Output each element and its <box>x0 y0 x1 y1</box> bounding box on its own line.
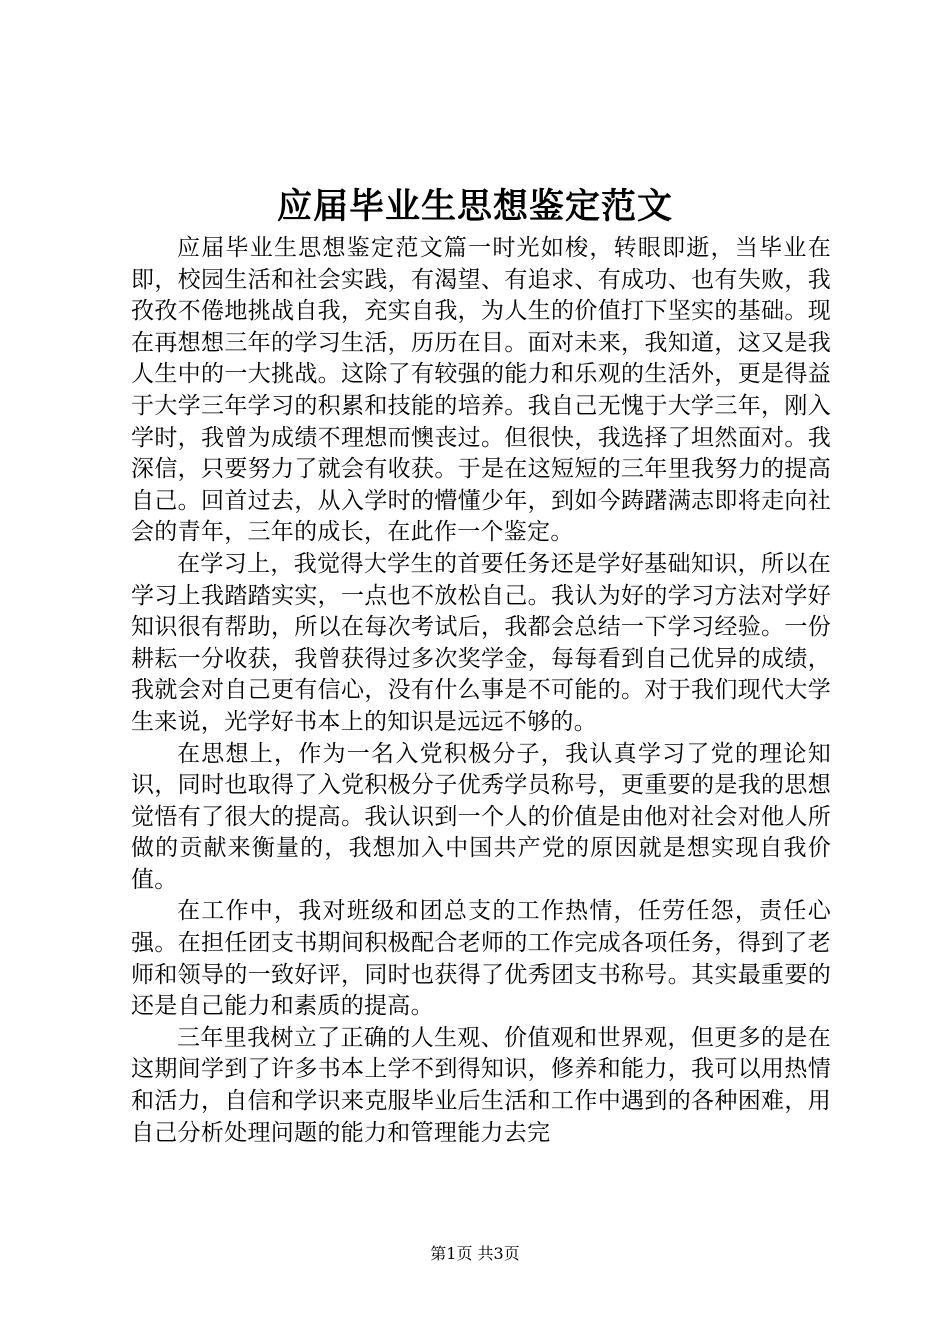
document-body <box>131 233 831 1149</box>
page-footer: 第1页 共3页 <box>430 1244 520 1263</box>
paragraph-3: 在思想上，作为一名入党积极分子，我认真学习了党的理论知识，同时也取得了入党积极分子优秀学员称号，更重要的是我的思想觉悟有了很大的提高。我认识到一个人的价值是由他对社会对他人所做的贡献来衡量的，我想加入中国共产党的原因就是想实现自我价值。 <box>131 740 831 893</box>
paragraph-1: 应届毕业生思想鉴定范文篇一时光如梭，转眼即逝，当毕业在即，校园生活和社会实践，有渴望、有追求、有成功、也有失败，我孜孜不倦地挑战自我，充实自我，为人生的价值打下坚实的基础。现在再想想三年的学习生活，历历在目。面对未来，我知道，这又是我人生中的一大挑战。这除了有较强的能力和乐观的生活外，更是得益于大学三年学习的积累和技能的培养。我自己无愧于大学三年，刚入学时，我曾为成绩不理想而懊丧过。但很快，我选择了坦然面对。我深信，只要努力了就会有收获。于是在这短短的三年里我努力的提高自己。回首过去，从入学时的懵懂少年，到如今踌躇满志即将走向社会的青年，三年的成长，在此作一个鉴定。 <box>131 235 831 546</box>
paragraph-2: 在学习上，我觉得大学生的首要任务还是学好基础知识，所以在学习上我踏踏实实，一点也不放松自己。我认为好的学习方法对学好知识很有帮助，所以在每次考试后，我都会总结一下学习经验。一份耕耘一分收获，我曾获得过多次奖学金，每每看到自己优异的成绩，我就会对自己更有信心，没有什么事是不可能的。对于我们现代大学生来说，光学好书本上的知识是远远不够的。 <box>131 550 831 735</box>
paragraph-5: 三年里我树立了正确的人生观、价值观和世界观，但更多的是在这期间学到了许多书本上学不到得知识，修养和能力，我可以用热情和活力，自信和学识来克服毕业后生活和工作中遇到的各种困难，用自己分析处理问题的能力和管理能力去完 <box>131 1024 831 1146</box>
paragraph-4: 在工作中，我对班级和团总支的工作热情，任劳任怨，责任心强。在担任团支书期间积极配合老师的工作完成各项任务，得到了老师和领导的一致好评，同时也获得了优秀团支书称号。其实最重要的还是自己能力和素质的提高。 <box>131 898 831 1020</box>
document-title: 应届毕业生思想鉴定范文 <box>276 186 673 227</box>
